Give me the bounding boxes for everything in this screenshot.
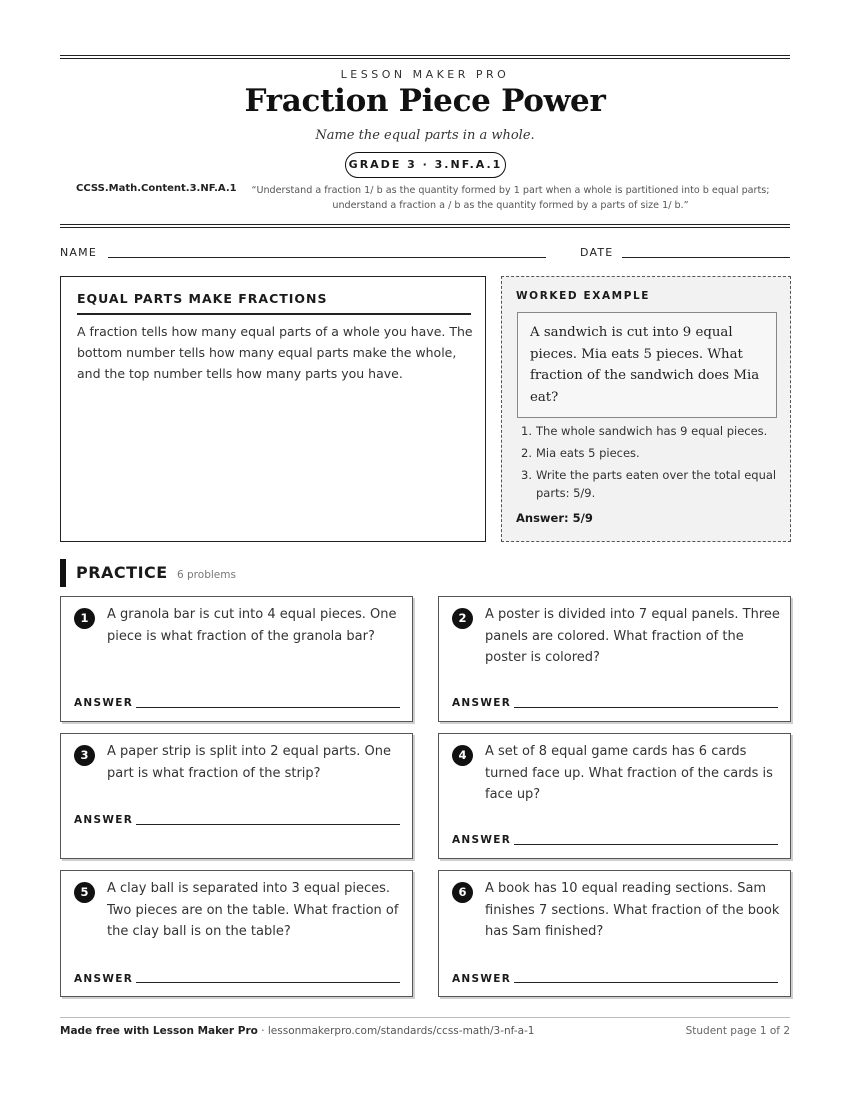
problem-text: A poster is divided into 7 equal panels. Three panels are colored. What fraction of the poster is colored? xyxy=(485,607,780,665)
answer-label: ANSWER xyxy=(74,697,134,709)
practice-title: PRACTICE xyxy=(76,563,168,582)
top-rule xyxy=(60,55,790,56)
example-step: 1. The whole sandwich has 9 equal pieces. xyxy=(521,424,768,438)
problem-number: 2 xyxy=(452,608,473,629)
problem-card-5 xyxy=(60,870,413,997)
worked-example-answer: Answer: 5/9 xyxy=(516,511,593,525)
answer-label: ANSWER xyxy=(452,834,512,846)
answer-label: ANSWER xyxy=(74,814,134,826)
problem-text: A book has 10 equal reading sections. Sam finishes 7 sections. What fraction of the book has Sam finished? xyxy=(485,881,780,939)
answer-label: ANSWER xyxy=(452,973,512,985)
footer-url[interactable]: · lessonmakerpro.com/standards/ccss-math/3-nf-a-1 xyxy=(257,1025,535,1037)
problem-text: A paper strip is split into 2 equal parts. One part is what fraction of the strip? xyxy=(107,744,391,781)
footer-made-with: Made free with Lesson Maker Pro xyxy=(60,1025,258,1037)
worked-example-title: WORKED EXAMPLE xyxy=(516,290,651,302)
answer-label: ANSWER xyxy=(452,697,512,709)
name-label: NAME xyxy=(60,246,97,259)
problem-number: 4 xyxy=(452,745,473,766)
header-rule xyxy=(60,224,790,225)
header-rule xyxy=(60,227,790,228)
practice-accent-bar xyxy=(60,559,66,587)
answer-field[interactable] xyxy=(136,982,400,983)
problem-number: 1 xyxy=(74,608,95,629)
answer-field[interactable] xyxy=(514,707,778,708)
problem-card-2 xyxy=(438,596,791,722)
page-subtitle: Name the equal parts in a whole. xyxy=(315,128,535,143)
footer-credit xyxy=(60,1025,534,1037)
answer-field[interactable] xyxy=(136,707,400,708)
problem-text: A granola bar is cut into 4 equal pieces. One piece is what fraction of the granola bar? xyxy=(107,607,397,644)
answer-label: ANSWER xyxy=(74,973,134,985)
top-rule xyxy=(60,58,790,59)
problem-card-6 xyxy=(438,870,791,997)
problem-text: A clay ball is separated into 3 equal pieces. Two pieces are on the table. What fraction of the clay ball is on the table? xyxy=(107,881,399,939)
answer-field[interactable] xyxy=(136,824,400,825)
concept-body: A fraction tells how many equal parts of a whole you have. The bottom number tells how many equal parts make the whole, and the top number tells how many parts you have. xyxy=(77,324,473,381)
concept-box xyxy=(60,276,486,542)
concept-title: EQUAL PARTS MAKE FRACTIONS xyxy=(77,291,328,306)
standard-code: CCSS.Math.Content.3.NF.A.1 xyxy=(76,183,237,194)
problem-card-3 xyxy=(60,733,413,859)
date-field[interactable] xyxy=(622,257,790,258)
practice-count: 6 problems xyxy=(177,569,236,581)
date-label: DATE xyxy=(580,246,614,259)
concept-divider xyxy=(77,313,471,315)
grade-badge: GRADE 3 · 3.NF.A.1 xyxy=(345,152,506,178)
answer-field[interactable] xyxy=(514,982,778,983)
problem-number: 6 xyxy=(452,882,473,903)
example-step: 3. Write the parts eaten over the total equal parts: 5/9. xyxy=(521,468,777,500)
name-field[interactable] xyxy=(108,257,546,258)
example-step: 2. Mia eats 5 pieces. xyxy=(521,446,640,460)
footer-page-number: Student page 1 of 2 xyxy=(685,1025,790,1037)
worked-example-box xyxy=(501,276,791,542)
answer-field[interactable] xyxy=(514,844,778,845)
problem-card-4 xyxy=(438,733,791,859)
worked-example-steps xyxy=(516,422,784,506)
worked-example-problem: A sandwich is cut into 9 equal pieces. Mia eats 5 pieces. What fraction of the sandwich does Mia eat? xyxy=(517,312,777,418)
problem-text: A set of 8 equal game cards has 6 cards turned face up. What fraction of the cards is face up? xyxy=(485,744,773,802)
brand-name: LESSON MAKER PRO xyxy=(340,68,510,81)
problem-number: 5 xyxy=(74,882,95,903)
problem-card-1 xyxy=(60,596,413,722)
problem-number: 3 xyxy=(74,745,95,766)
standard-text: “Understand a fraction 1/ b as the quantity formed by 1 part when a whole is partitioned into b equal parts; understand a fraction a / b as the quantity formed by a parts of size 1/ b.” xyxy=(251,185,770,211)
footer-rule xyxy=(60,1017,790,1018)
page-title: Fraction Piece Power xyxy=(244,83,606,119)
